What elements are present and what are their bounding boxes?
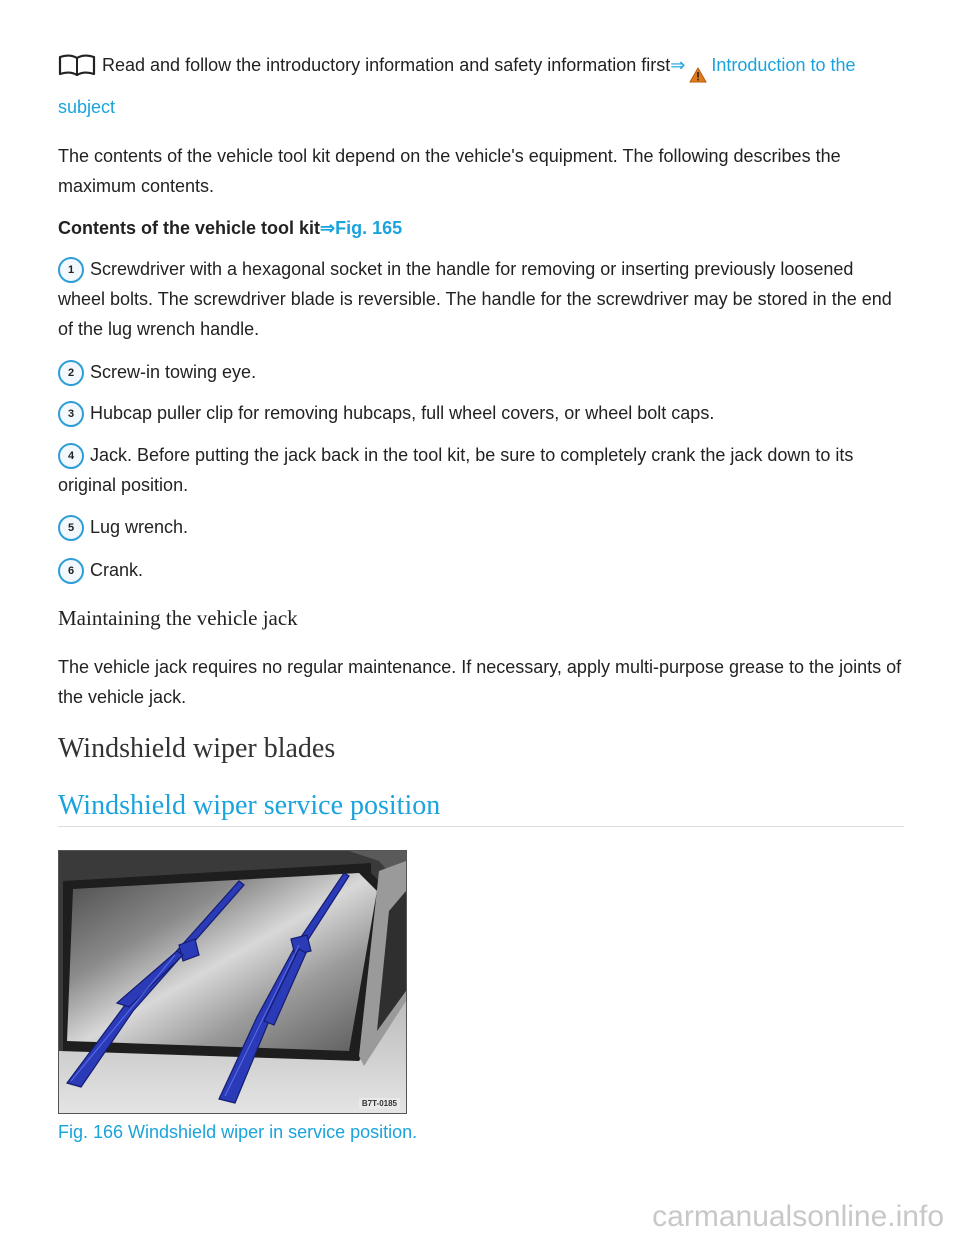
list-item [58, 555, 904, 585]
warning-triangle-icon [689, 62, 707, 92]
service-position-heading: Windshield wiper service position [58, 790, 904, 827]
jack-maintenance-heading: Maintaining the vehicle jack [58, 606, 298, 630]
intro-link[interactable]: Introduction to the subject [58, 55, 856, 117]
list-item-text: Crank. [90, 560, 144, 580]
list-item-text: Lug wrench. [90, 517, 189, 537]
figure-code: B7T-0185 [359, 1098, 400, 1109]
book-icon [58, 54, 96, 85]
list-item [58, 398, 904, 428]
number-5-icon: 5 [58, 515, 84, 541]
intro-text: Read and follow the introductory information and safety information first [102, 55, 671, 75]
number-2-icon: 2 [58, 360, 84, 386]
list-item-text: Jack. Before putting the jack back in the tool kit, be sure to completely crank the jack down to its original position. [58, 445, 854, 495]
list-item [58, 512, 904, 542]
windshield-wiper-illustration [59, 851, 406, 1113]
toolkit-description: The contents of the vehicle tool kit depend on the vehicle's equipment. The following describes the maximum contents. [58, 146, 841, 196]
list-item-text: Screwdriver with a hexagonal socket in the handle for removing or inserting previously loosened wheel bolts. The screwdriver blade is reversible. The handle for the screwdriver may be stored in the end of the lug wrench handle. [58, 259, 892, 339]
wiper-figure [58, 850, 407, 1114]
intro-note [58, 50, 904, 122]
toolkit-heading-arrow: ⇒ [320, 218, 336, 238]
number-3-icon: 3 [58, 401, 84, 427]
wiper-blades-heading: Windshield wiper blades [58, 733, 336, 764]
list-item [58, 440, 904, 500]
fig-165-link[interactable]: Fig. 165 [335, 218, 403, 238]
number-4-icon: 4 [58, 443, 84, 469]
watermark: carmanualsonline.info [652, 1200, 944, 1233]
toolkit-heading [58, 213, 402, 243]
jack-maintenance-text: The vehicle jack requires no regular maintenance. If necessary, apply multi-purpose grease to the joints of the vehicle jack. [58, 657, 902, 707]
list-item-text: Hubcap puller clip for removing hubcaps, full wheel covers, or wheel bolt caps. [90, 403, 715, 423]
number-6-icon: 6 [58, 558, 84, 584]
intro-arrow: ⇒ [670, 55, 686, 75]
list-item [58, 357, 904, 387]
list-item-text: Screw-in towing eye. [90, 362, 257, 382]
list-item [58, 254, 904, 344]
number-1-icon: 1 [58, 257, 84, 283]
figure-caption: Fig. 166 Windshield wiper in service position. [58, 1122, 418, 1142]
toolkit-heading-text: Contents of the vehicle tool kit [58, 218, 321, 238]
